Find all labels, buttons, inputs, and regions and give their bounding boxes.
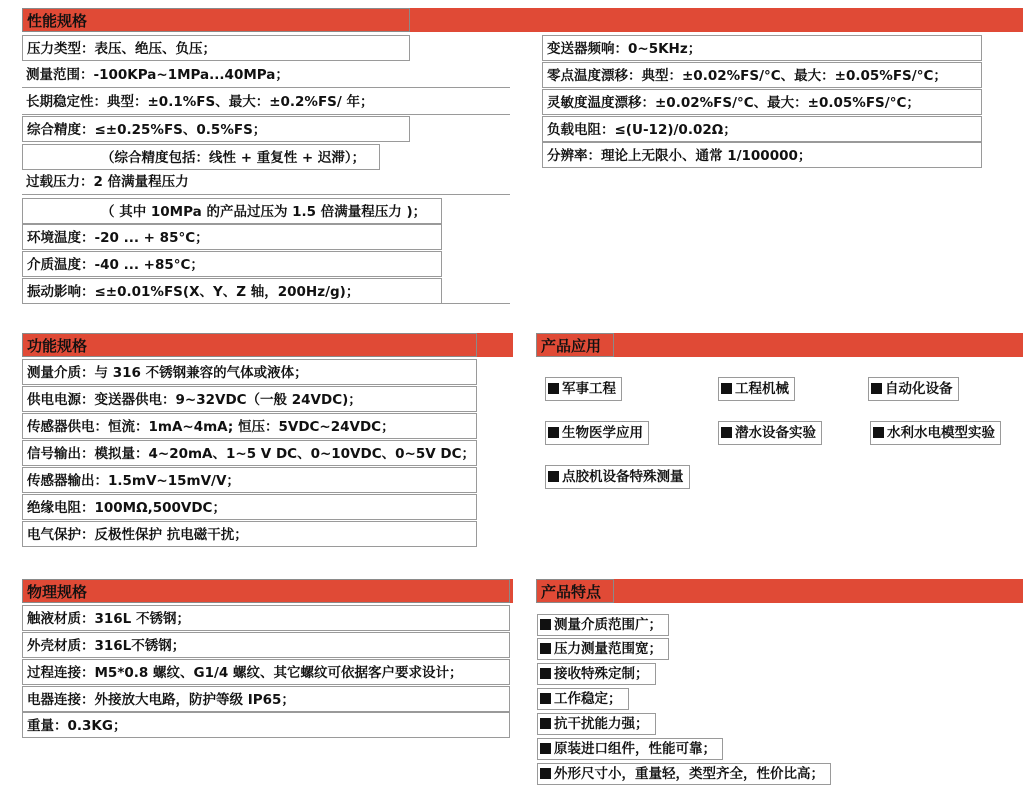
application-tag: 水利水电模型实验 <box>870 421 1001 445</box>
function-row: 传感器输出：1.5mV~15mV/V； <box>22 467 477 493</box>
spec-row: 压力类型：表压、绝压、负压； <box>22 35 410 61</box>
bullet-square-icon <box>871 383 882 394</box>
function-heading: 功能规格 <box>22 333 477 357</box>
spec-row: 灵敏度温度漂移：±0.02%FS/°C、最大：±0.05%FS/°C； <box>542 89 982 115</box>
bullet-square-icon <box>548 427 559 438</box>
divider <box>22 303 510 304</box>
function-row: 电气保护：反极性保护 抗电磁干扰； <box>22 521 477 547</box>
spec-row: 负载电阻：≤(U-12)/0.02Ω； <box>542 116 982 142</box>
feature-item: 工作稳定； <box>537 688 629 710</box>
physical-row: 过程连接：M5*0.8 螺纹、G1/4 螺纹、其它螺纹可依据客户要求设计； <box>22 659 510 685</box>
spec-row: 分辨率：理论上无限小、通常 1/100000； <box>542 142 982 168</box>
performance-heading: 性能规格 <box>22 8 410 32</box>
bullet-square-icon <box>548 471 559 482</box>
bullet-square-icon <box>540 768 551 779</box>
function-row: 传感器供电：恒流：1mA~4mA; 恒压：5VDC~24VDC； <box>22 413 477 439</box>
bullet-square-icon <box>873 427 884 438</box>
bullet-square-icon <box>721 427 732 438</box>
application-heading: 产品应用 <box>536 333 614 357</box>
features-heading: 产品特点 <box>536 579 614 603</box>
application-tag: 点胶机设备特殊测量 <box>545 465 690 489</box>
physical-row: 重量：0.3KG； <box>22 712 510 738</box>
bullet-square-icon <box>540 643 551 654</box>
spec-row-note: （ 其中 10MPa 的产品过压为 1.5 倍满量程压力 )； <box>22 198 442 224</box>
spec-row: 环境温度：-20 ... + 85°C； <box>22 224 442 250</box>
bullet-square-icon <box>721 383 732 394</box>
application-tag: 工程机械 <box>718 377 795 401</box>
spec-row: 零点温度漂移：典型：±0.02%FS/°C、最大：±0.05%FS/°C； <box>542 62 982 88</box>
bullet-square-icon <box>540 693 551 704</box>
feature-item: 外形尺寸小，重量轻，类型齐全，性价比高； <box>537 763 831 785</box>
feature-item: 压力测量范围宽； <box>537 638 669 660</box>
function-row: 测量介质：与 316 不锈钢兼容的气体或液体； <box>22 359 477 385</box>
spec-row: 测量范围：-100KPa~1MPa...40MPa； <box>22 62 510 88</box>
physical-row: 外壳材质：316L不锈钢； <box>22 632 510 658</box>
bullet-square-icon <box>540 743 551 754</box>
bullet-square-icon <box>540 619 551 630</box>
physical-row: 触液材质：316L 不锈钢； <box>22 605 510 631</box>
spec-row: 长期稳定性：典型：±0.1%FS、最大：±0.2%FS/ 年； <box>22 89 510 115</box>
bullet-square-icon <box>540 718 551 729</box>
feature-item: 接收特殊定制； <box>537 663 656 685</box>
application-tag: 军事工程 <box>545 377 622 401</box>
physical-row: 电器连接：外接放大电路，防护等级 IP65； <box>22 686 510 712</box>
spec-row: 变送器频响：0~5KHz； <box>542 35 982 61</box>
function-row: 绝缘电阻：100MΩ,500VDC； <box>22 494 477 520</box>
feature-item: 测量介质范围广； <box>537 614 669 636</box>
application-tag: 潜水设备实验 <box>718 421 822 445</box>
function-row: 信号输出：模拟量：4~20mA、1~5 V DC、0~10VDC、0~5V DC； <box>22 440 477 466</box>
feature-item: 抗干扰能力强； <box>537 713 656 735</box>
spec-row: 振动影响：≤±0.01%FS(X、Y、Z 轴，200Hz/g)； <box>22 278 442 304</box>
bullet-square-icon <box>548 383 559 394</box>
spec-row: 过载压力：2 倍满量程压力 <box>22 169 510 195</box>
application-tag: 生物医学应用 <box>545 421 649 445</box>
bullet-square-icon <box>540 668 551 679</box>
application-tag: 自动化设备 <box>868 377 959 401</box>
spec-row: 综合精度：≤±0.25%FS、0.5%FS； <box>22 116 410 142</box>
physical-heading: 物理规格 <box>22 579 510 603</box>
feature-item: 原装进口组件，性能可靠； <box>537 738 723 760</box>
spec-row: 介质温度：-40 ... +85°C； <box>22 251 442 277</box>
spec-row-note: （综合精度包括：线性 + 重复性 + 迟滞）； <box>22 144 380 170</box>
function-row: 供电电源：变送器供电：9~32VDC（一般 24VDC)； <box>22 386 477 412</box>
